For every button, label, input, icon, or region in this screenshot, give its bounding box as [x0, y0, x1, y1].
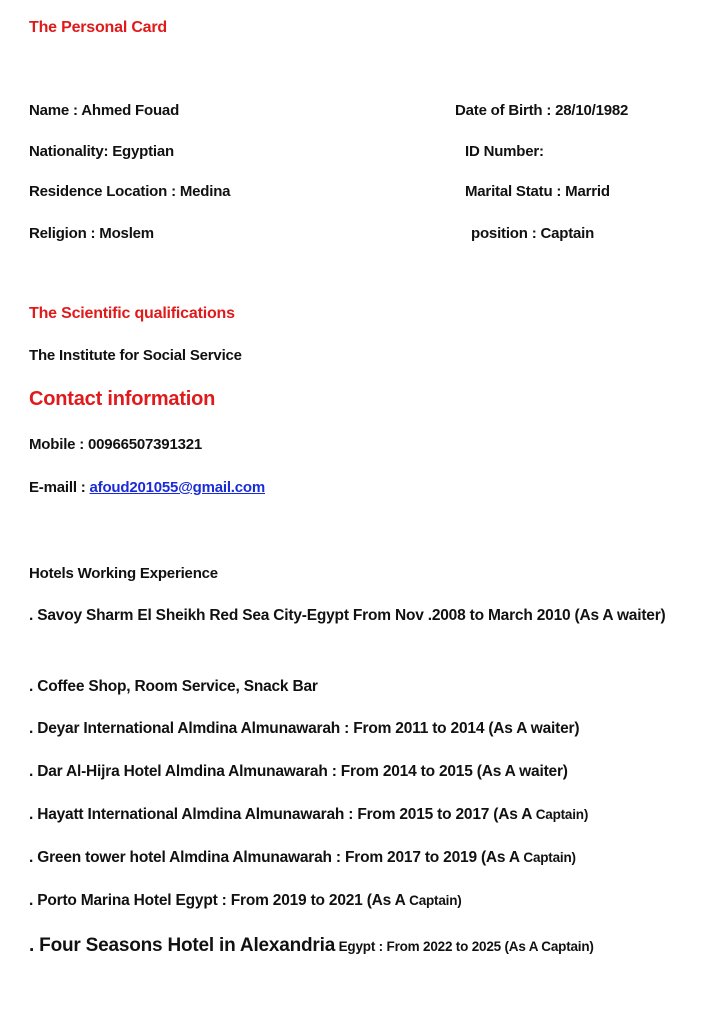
- marital-status-field: Marital Statu : Marrid: [465, 183, 610, 200]
- contact-heading: Contact information: [29, 388, 216, 410]
- nationality-field: Nationality: Egyptian: [29, 143, 174, 160]
- experience-item: . Hayatt International Almdina Almunawarah : From 2015 to 2017 (As A Captain): [29, 806, 589, 823]
- residence-field: Residence Location : Medina: [29, 183, 231, 200]
- experience-item: . Coffee Shop, Room Service, Snack Bar: [29, 678, 318, 695]
- email-field: [29, 479, 265, 496]
- experience-item: . Dar Al-Hijra Hotel Almdina Almunawarah : From 2014 to 2015 (As A waiter): [29, 763, 568, 780]
- institute-text: The Institute for Social Service: [29, 347, 242, 364]
- experience-heading: Hotels Working Experience: [29, 565, 218, 582]
- experience-item: . Green tower hotel Almdina Almunawarah : From 2017 to 2019 (As A Captain): [29, 849, 576, 866]
- position-field: position : Captain: [471, 225, 595, 242]
- experience-item: . Porto Marina Hotel Egypt : From 2019 to 2021 (As A Captain): [29, 892, 462, 909]
- id-number-field: ID Number:: [465, 143, 544, 160]
- experience-item: . Four Seasons Hotel in Alexandria Egypt : From 2022 to 2025 (As A Captain): [29, 935, 594, 956]
- qualifications-heading: The Scientific qualifications: [29, 305, 235, 322]
- email-link[interactable]: afoud201055@gmail.com: [89, 479, 266, 496]
- email-label: E-maill :: [29, 479, 90, 496]
- experience-item: . Deyar International Almdina Almunawarah : From 2011 to 2014 (As A waiter): [29, 720, 580, 737]
- mobile-field: Mobile : 00966507391321: [29, 436, 203, 453]
- personal-card-heading: The Personal Card: [29, 19, 167, 36]
- experience-item: . Savoy Sharm El Sheikh Red Sea City-Egypt From Nov .2008 to March 2010 (As A waiter): [29, 607, 666, 624]
- dob-field: Date of Birth : 28/10/1982: [455, 102, 629, 119]
- name-field: Name : Ahmed Fouad: [29, 102, 180, 119]
- religion-field: Religion : Moslem: [29, 225, 154, 242]
